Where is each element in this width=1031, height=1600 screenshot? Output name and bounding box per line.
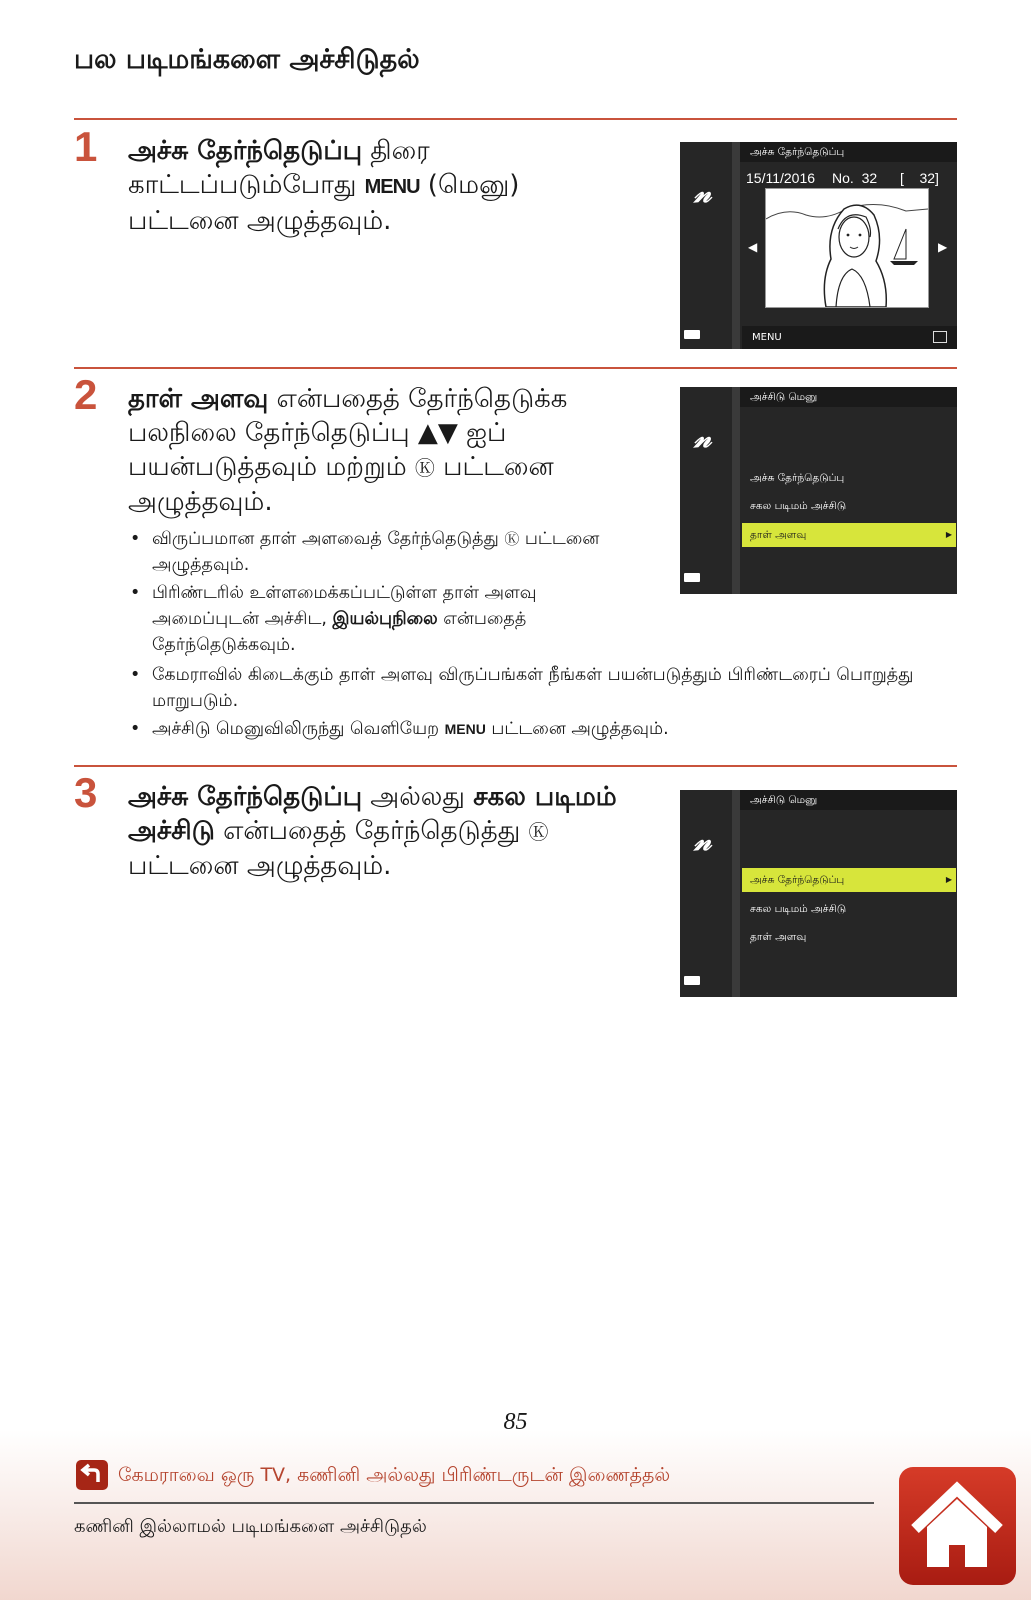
left-arrow-icon[interactable]: ◀ bbox=[748, 240, 758, 254]
section-divider bbox=[74, 367, 957, 369]
term-paper-size: தாள் அளவு bbox=[128, 384, 269, 414]
step-number-3: 3 bbox=[74, 769, 98, 816]
menu-item-print-all[interactable]: சகல படிமம் அச்சிடு bbox=[750, 500, 847, 512]
setup-icon: 𝓃 bbox=[694, 421, 712, 454]
image-number: No. 32 bbox=[832, 170, 878, 186]
step-3-text: அச்சு தேர்ந்தெடுப்பு அல்லது சகல படிமம் அச்சிடு என்பதைத் தேர்ந்தெடுத்து Ⓚ பட்டனை அழுத்தவும். bbox=[128, 782, 617, 881]
menu-item-print-selection[interactable]: அச்சு தேர்ந்தெடுப்பு ▶ bbox=[742, 868, 956, 892]
screen-bottom-bar bbox=[742, 326, 957, 349]
step-number-1: 1 bbox=[74, 123, 98, 170]
menu-button-label: MENU bbox=[444, 721, 486, 737]
menu-item-print-selection[interactable]: அச்சு தேர்ந்தெடுப்பு bbox=[750, 472, 845, 484]
right-arrow-icon[interactable]: ▶ bbox=[938, 240, 948, 254]
camera-screen-print-selection bbox=[680, 142, 957, 349]
menu-item-print-all[interactable]: சகல படிமம் அச்சிடு bbox=[750, 903, 847, 915]
note-item: • கேமராவில் கிடைக்கும் தாள் அளவு விருப்பங்கள் நீங்கள் பயன்படுத்தும் பிரிண்டரைப் பொறுத்து மாறுபடும். bbox=[128, 662, 992, 714]
up-down-arrows: ▲▼ bbox=[417, 418, 458, 448]
ok-button-icon: Ⓚ bbox=[414, 456, 435, 480]
home-button[interactable] bbox=[899, 1467, 1016, 1585]
menu-button-label: MENU bbox=[364, 176, 420, 198]
step-2-text: தாள் அளவு என்பதைத் தேர்ந்தெடுக்க பலநிலை தேர்ந்தெடுப்பு ▲▼ ஐப் பயன்படுத்தவும் மற்றும் Ⓚ பட்டனை அழுத்தவும். bbox=[128, 384, 568, 517]
setup-icon: 𝓃 bbox=[694, 824, 712, 857]
submenu-arrow-icon: ▶ bbox=[945, 875, 952, 884]
screen-title: அச்சிடு மெனு bbox=[740, 387, 957, 407]
menu-item-paper-size[interactable]: தாள் அளவு bbox=[750, 931, 807, 943]
submenu-arrow-icon: ▶ bbox=[945, 530, 952, 539]
note-item: • அச்சிடு மெனுவிலிருந்து வெளியேற MENU பட்டனை அழுத்தவும். bbox=[128, 716, 992, 742]
setup-icon: 𝓃 bbox=[694, 176, 712, 209]
step-number-2: 2 bbox=[74, 371, 98, 418]
camera-screen-print-menu bbox=[680, 387, 957, 594]
battery-icon bbox=[684, 330, 700, 339]
step-1-text: அச்சு தேர்ந்தெடுப்பு திரை காட்டப்படும்போது MENU (மெனு) பட்டனை அழுத்தவும். bbox=[128, 136, 520, 236]
term-print-selection: அச்சு தேர்ந்தெடுப்பு bbox=[128, 136, 363, 166]
page-title: பல படிமங்களை அச்சிடுதல் bbox=[74, 44, 420, 75]
battery-icon bbox=[684, 573, 700, 582]
section-subtitle: கணினி இல்லாமல் படிமங்களை அச்சிடுதல் bbox=[74, 1516, 427, 1537]
footer-background bbox=[0, 1430, 1031, 1600]
battery-icon bbox=[684, 976, 700, 985]
page-number: 85 bbox=[503, 1409, 528, 1435]
image-thumbnail bbox=[765, 188, 929, 308]
screen-title: அச்சு தேர்ந்தெடுப்பு bbox=[740, 142, 957, 162]
date-readout: 15/11/2016 bbox=[746, 170, 816, 186]
back-link[interactable]: கேமராவை ஒரு TV, கணினி அல்லது பிரிண்டருடன் இணைத்தல் bbox=[118, 1464, 671, 1486]
home-icon bbox=[899, 1467, 1016, 1585]
ok-button-icon: Ⓚ bbox=[528, 820, 549, 844]
zoom-icon bbox=[933, 331, 947, 343]
back-arrow-icon[interactable] bbox=[76, 1460, 108, 1490]
ok-button-icon: Ⓚ bbox=[504, 530, 520, 548]
screen-title: அச்சிடு மெனு bbox=[740, 790, 957, 810]
portrait-illustration bbox=[766, 189, 928, 307]
menu-hint-label: MENU bbox=[752, 332, 782, 343]
note-item: • விருப்பமான தாள் அளவைத் தேர்ந்தெடுத்து Ⓚ பட்டனை அழுத்தவும். bbox=[128, 526, 612, 578]
note-item: • பிரிண்டரில் உள்ளமைக்கப்பட்டுள்ள தாள் அளவு அமைப்புடன் அச்சிட, இயல்புநிலை என்பதைத் தேர்ந்தெடுக்கவும். bbox=[128, 580, 612, 658]
section-divider bbox=[74, 765, 957, 767]
footer-divider bbox=[74, 1502, 874, 1504]
menu-item-paper-size[interactable]: தாள் அளவு ▶ bbox=[742, 523, 956, 547]
camera-screen-print-menu-2 bbox=[680, 790, 957, 997]
image-count: [ 32] bbox=[900, 170, 939, 186]
section-divider bbox=[74, 118, 957, 120]
